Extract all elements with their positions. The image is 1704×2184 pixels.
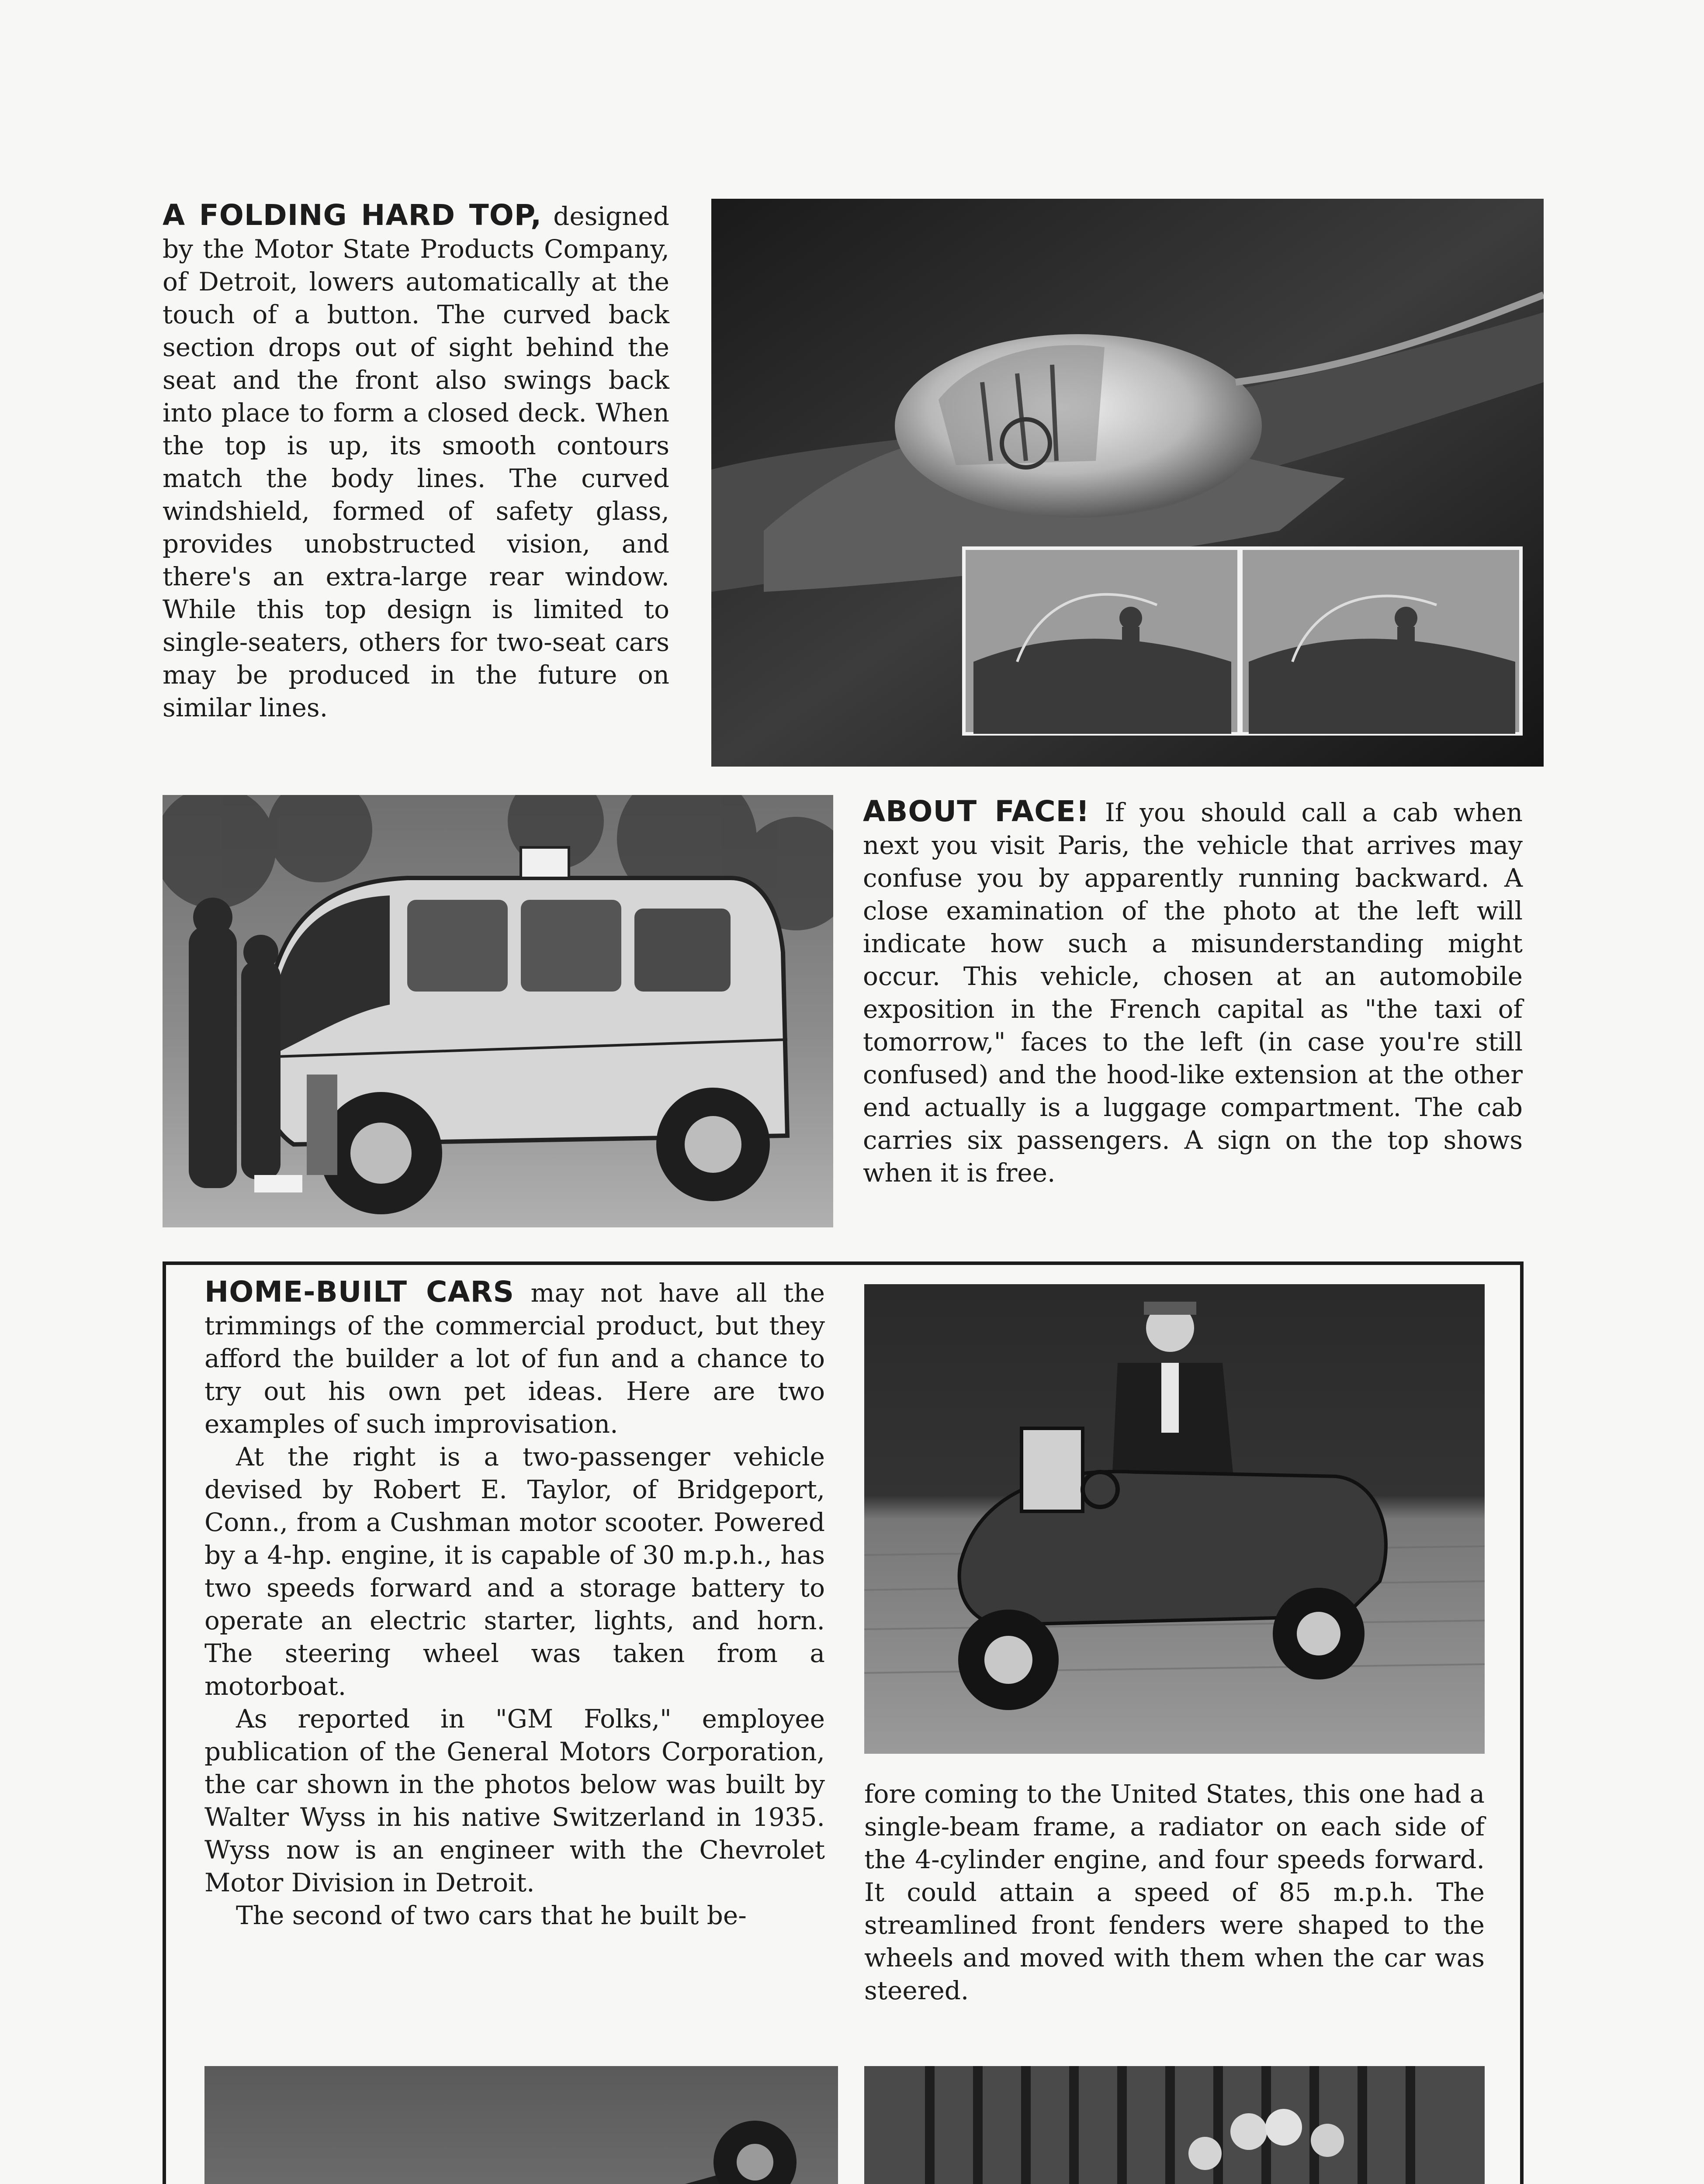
folding-top-body: designed by the Motor State Products Company, of Detroit, lowers automatically at the touch of a button. The curved back section drops out of sight behind the seat and the front also swings back into place to form a closed deck. When the top is up, its smooth contours match the body lines. The curved windshield, formed of safety glass, provides unobstructed vision, and there's an extra-large rear window. While this top design is limited to single-seaters, others for two-seat cars may be produced in the future on similar lines. <box>163 201 670 722</box>
home-built-article-left <box>204 1275 825 1932</box>
section-right-rule <box>1520 1261 1524 2184</box>
section-top-rule <box>163 1261 1524 1265</box>
home-built-heading: HOME-BUILT CARS <box>204 1275 514 1309</box>
about-face-article <box>863 795 1523 1189</box>
folding-top-heading: A FOLDING HARD TOP, <box>163 198 542 232</box>
folding-top-photo <box>711 199 1544 767</box>
taylor-scooter-car-photo <box>864 1284 1485 1754</box>
home-built-continued: fore coming to the United States, this one had a single-beam frame, a radiator on each side of the 4-cylinder engine, and four speeds forward. It could attain a speed of 85 m.p.h. The streamlined front fenders were shaped to the wheels and moved with them when the car was steered. <box>864 1779 1485 2005</box>
wyss-chassis-photo <box>204 2066 838 2184</box>
home-built-para-wyss: As reported in "GM Folks," employee publication of the General Motors Corporation, the car shown in the photos below was built by Walter Wyss in his native Switzerland in 1935. Wyss now is an engineer with the Chevrolet Motor Division in Detroit. <box>204 1704 825 1897</box>
home-built-para-taylor: At the right is a two-passenger vehicle devised by Robert E. Taylor, of Bridgeport, Conn., from a Cushman motor scooter. Powered by a 4-hp. engine, it is capable of 30 m.p.h., has two speeds forward and a storage battery to operate an electric starter, lights, and horn. The steering wheel was taken from a motorboat. <box>204 1442 825 1701</box>
home-built-article-right <box>864 1778 1485 2007</box>
home-built-para-second-car: The second of two cars that he built be- <box>236 1901 747 1930</box>
about-face-heading: ABOUT FACE! <box>863 795 1090 828</box>
about-face-body: If you should call a cab when next you visit Paris, the vehicle that arrives may confuse you by apparently running backward. A close examination of the photo at the left will indicate how such a misunderstanding might occur. This vehicle, chosen at an automobile exposition in the French capital as "the taxi of tomorrow," faces to the left (in case you're still confused) and the hood-like extension at the other end actually is a luggage compartment. The cab carries six passengers. A sign on the top shows when it is free. <box>863 798 1523 1188</box>
wyss-streamlined-car-photo <box>864 2066 1485 2184</box>
paris-taxi-photo <box>163 795 833 1227</box>
home-built-intro: may not have all the trimmings of the commercial product, but they afford the builder a lot of fun and a chance to try out his own pet ideas. Here are two examples of such improvisation. <box>204 1278 825 1439</box>
section-left-rule <box>163 1261 166 2184</box>
folding-top-article <box>163 199 669 724</box>
